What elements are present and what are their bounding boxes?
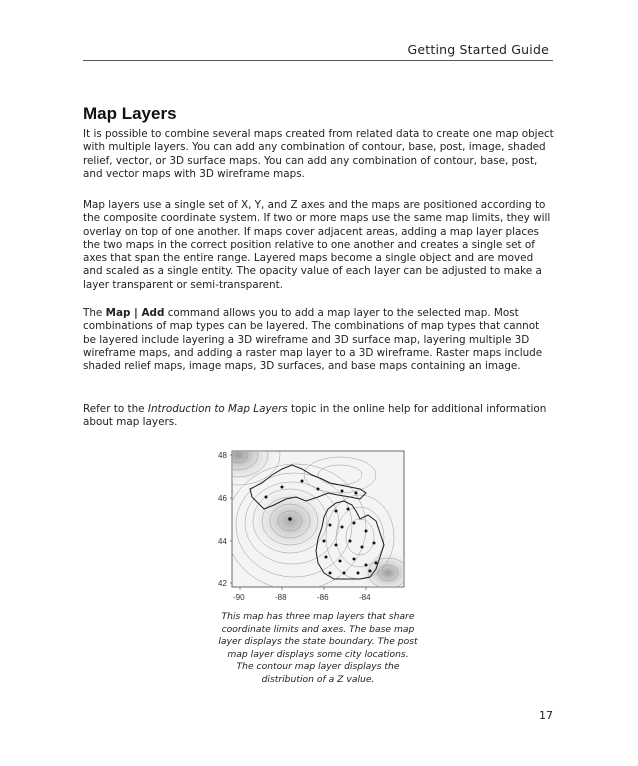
header-title: Getting Started Guide (407, 42, 549, 57)
figure-caption: This map has three map layers that share coordinate limits and axes. The base map layer displays the state boundary. The post map layer displays some city locations. The contour map layer displays the distribution of a Z value. (218, 611, 418, 685)
paragraph-3-body: command allows you to add a map layer to the selected map. Most combinations of map types can be layered. The combinations of map types that cannot be layered include layering a 3D wireframe and 3D surface map, layering multiple 3D wireframe maps, and adding a raster map layer to a 3D wireframe. Raster maps include shaded relief maps, image maps, 3D surfaces, and base maps containing an image. (83, 307, 543, 373)
page-number: 17 (539, 709, 553, 722)
contour-low-center (248, 485, 332, 557)
paragraph-2: Map layers use a single set of X, Y, and Z axes and the maps are positioned according to the composite coordinate system. If two or more maps use the same map limits, they will overlay on top of one another. If maps cover adjacent areas, adding a map layer places the two maps in the correct position relative to one another and creates a single set of axes that span the entire range. Layered maps become a single object and are moved and scaled as a single entity. The opacity value of each layer can be adjusted to make a layer transparent or semi-transparent. (83, 199, 551, 291)
y-tick-46: 46 (218, 494, 227, 503)
x-tick-90: -90 (233, 593, 245, 602)
y-tick-44: 44 (218, 537, 227, 546)
y-tick-42: 42 (218, 579, 227, 588)
y-axis-ticks (218, 451, 232, 588)
x-tick-88: -88 (275, 593, 287, 602)
y-tick-48: 48 (218, 451, 227, 460)
x-tick-84: -84 (359, 593, 371, 602)
paragraph-1: It is possible to combine several maps created from related data to create one map object with multiple layers. You can add any combination of contour, base, post, image, shaded relief, vector, or 3D surface maps. You can add any combination of contour, base, post, and vector maps with 3D wireframe maps. (83, 128, 554, 180)
section-heading: Map Layers (83, 104, 177, 123)
x-axis-ticks (233, 587, 371, 602)
command-name: Map | Add (105, 307, 165, 319)
x-tick-86: -86 (317, 593, 329, 602)
paragraph-4 (83, 403, 555, 430)
map-figure (210, 445, 410, 607)
page-header (83, 34, 553, 61)
contour-map-image (210, 445, 410, 607)
paragraph-4-body: topic in the online help for additional information about map layers. (83, 403, 547, 429)
help-topic-name: Introduction to Map Layers (147, 403, 288, 415)
paragraph-4-intro: Refer to the (83, 403, 148, 415)
paragraph-3 (83, 307, 555, 373)
paragraph-3-intro: The (83, 307, 106, 319)
